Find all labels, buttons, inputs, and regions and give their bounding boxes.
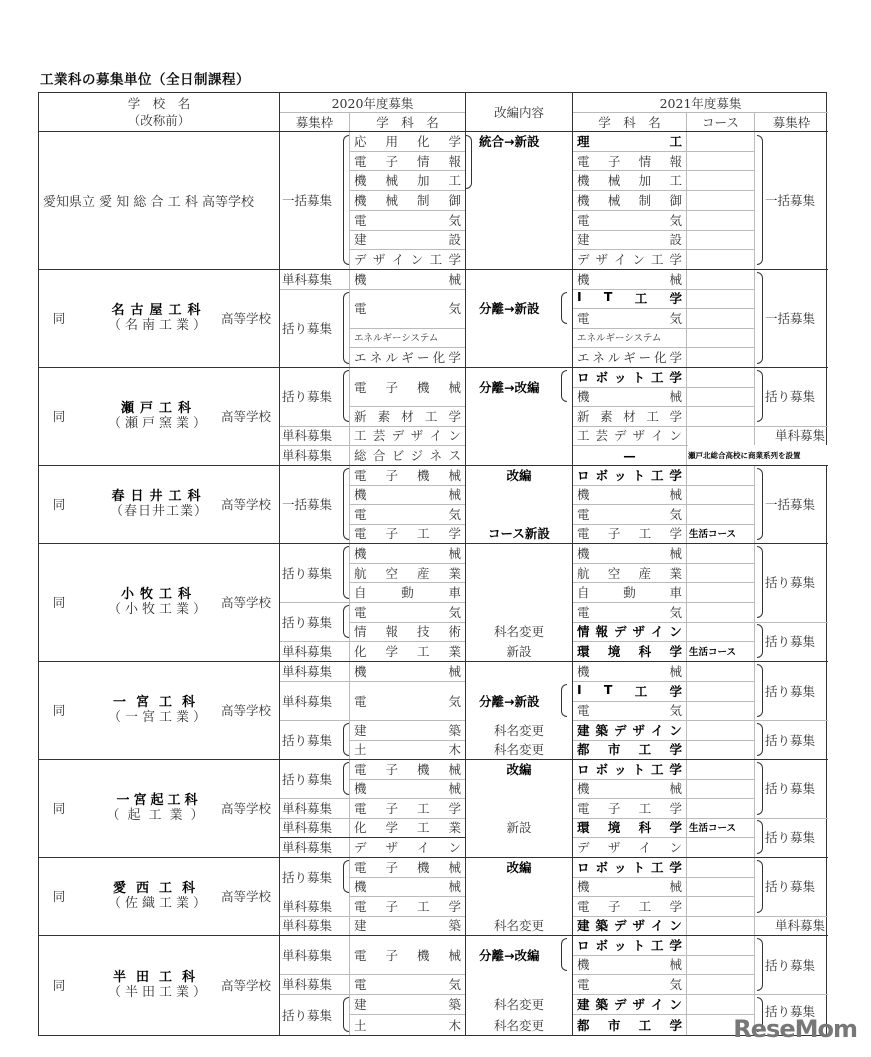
- header-2021-frame: 募集枠: [772, 114, 811, 130]
- dept-2020: 機 械: [354, 781, 461, 797]
- prefecture-label: 愛知県立: [43, 194, 96, 210]
- dept-2021: ロ ボ ッ ト 工 学: [577, 467, 682, 483]
- brace-icon: [343, 997, 349, 1032]
- dept-2020: 機 械 制 御: [354, 192, 461, 208]
- dept-2020: デ ザ イ ン: [354, 840, 461, 855]
- dept-2021: 自 動 車: [577, 585, 682, 601]
- school-suffix: 高等学校: [201, 194, 254, 210]
- course-label: 生活コース: [689, 647, 737, 658]
- prefecture-label: 同: [52, 409, 66, 424]
- divider: [754, 112, 755, 1035]
- dept-2021: 理 工: [577, 133, 682, 149]
- change-label: 科名変更: [493, 997, 544, 1012]
- dept-2020: 総 合 ビ ジ ネ ス: [354, 448, 461, 463]
- dept-2021: 情 報 デ ザ イ ン: [577, 624, 682, 640]
- dept-2021: 機 械 加 工: [577, 173, 682, 189]
- dept-2020: 新 素 材 工 学: [354, 408, 461, 424]
- prefecture-label: 同: [52, 703, 66, 718]
- header-2021-course: コース: [702, 114, 739, 130]
- dept-2020: 機 械: [354, 487, 461, 503]
- prefecture-label: 同: [52, 801, 66, 816]
- frame-2020: 括り募集: [282, 614, 333, 630]
- old-school-name: （半田工業）: [107, 985, 210, 1000]
- frame-2021: 括り募集: [765, 830, 816, 846]
- dept-2021: 環 境 科 学: [577, 820, 682, 836]
- header-school-name-sub: （改称前）: [127, 112, 191, 128]
- dept-2020: 自 動 車: [354, 585, 461, 601]
- frame-2020: 一括募集: [282, 497, 333, 512]
- change-label: コース新設: [488, 526, 550, 542]
- brace-icon: [343, 605, 349, 638]
- frame-2020: 単科募集: [282, 693, 333, 709]
- dept-2021: 環 境 科 学: [577, 644, 682, 659]
- dept-2021: 機 械: [577, 389, 682, 405]
- brace-icon: [343, 135, 349, 265]
- brace-icon: [561, 938, 567, 971]
- dept-2021: エネルギーシステム: [577, 333, 662, 345]
- prefecture-label: 同: [52, 311, 66, 326]
- frame-2020: 括り募集: [282, 1007, 333, 1023]
- dept-2020: 電 気: [354, 301, 461, 316]
- school-name-block: [94, 303, 224, 333]
- dept-2020: 土 木: [354, 742, 461, 758]
- dept-2021: 機 械: [577, 487, 682, 503]
- frame-2021: 括り募集: [765, 879, 816, 895]
- course-label: 生活コース: [689, 529, 737, 541]
- frame-2021: 括り募集: [765, 634, 816, 650]
- change-label: 分離→新設: [479, 301, 540, 316]
- prefecture-label: 同: [52, 978, 66, 993]
- course-note: 瀬戸北総合高校に商業系列を設置: [688, 445, 828, 465]
- frame-2021: 括り募集: [765, 732, 816, 748]
- school-name: 春日井工科: [111, 489, 207, 504]
- dept-2021: 機 械: [577, 664, 682, 679]
- dept-2021: 都 市 工 学: [577, 1017, 682, 1033]
- dept-2021: 電 子 工 学: [577, 800, 682, 816]
- dept-2020: 電 子 機 械: [354, 761, 461, 777]
- dept-2020: 電 子 工 学: [354, 526, 461, 542]
- frame-2020: 一括募集: [282, 193, 333, 208]
- school-suffix: 高等学校: [221, 311, 272, 326]
- school-name: 一宮工科: [112, 695, 205, 710]
- change-label: 科名変更: [493, 918, 544, 934]
- dept-2020: 電 子 機 械: [354, 859, 461, 875]
- frame-2021: 括り募集: [765, 781, 816, 797]
- old-school-name: （春日井工業）: [109, 504, 208, 519]
- school-name-block: [94, 793, 224, 823]
- brace-icon: [757, 135, 763, 265]
- dept-2021: 航 空 産 業: [577, 565, 682, 581]
- brace-icon: [343, 762, 349, 795]
- frame-2021: 括り募集: [765, 575, 816, 591]
- change-label: 新設: [506, 820, 532, 836]
- brace-icon: [561, 684, 567, 717]
- school-suffix: 高等学校: [221, 595, 272, 610]
- frame-2020: 単科募集: [282, 947, 333, 963]
- dept-2020: 工 芸 デ ザ イ ン: [354, 428, 461, 444]
- brace-icon: [757, 762, 763, 815]
- dept-2020: 機 械: [354, 879, 461, 895]
- prefecture-label: 同: [52, 497, 66, 512]
- dept-2021: 機 械: [577, 879, 682, 895]
- school-name: 小牧工科: [120, 587, 197, 602]
- brace-icon: [757, 723, 763, 756]
- frame-2020: 単科募集: [282, 840, 333, 855]
- dept-2021: 電 気: [577, 212, 682, 228]
- dept-2021: デ ザ イ ン 工 学: [577, 252, 682, 268]
- dept-2021: ロ ボ ッ ト 工 学: [577, 937, 682, 953]
- dept-2020: 建 築: [354, 722, 461, 738]
- dept-2020: 土 木: [354, 1017, 461, 1033]
- change-label: 新設: [506, 644, 532, 659]
- school-suffix: 高等学校: [221, 889, 272, 904]
- frame-2021: 一括募集: [765, 311, 816, 326]
- brace-icon: [561, 370, 567, 402]
- school-name-block: [94, 695, 224, 725]
- header-2021-dept: 学 科 名: [598, 114, 661, 130]
- frame-2020: 単科募集: [282, 918, 333, 934]
- school-suffix: 高等学校: [221, 703, 272, 718]
- dept-2020: 航 空 産 業: [354, 565, 461, 581]
- frame-2021: 括り募集: [765, 389, 816, 405]
- header-change: 改編内容: [493, 105, 544, 120]
- school-suffix: 高等学校: [221, 801, 272, 816]
- dept-2021: 建 築 デ ザ イ ン: [577, 918, 682, 934]
- resemom-logo: ReseMom: [733, 1015, 857, 1043]
- dept-2021: I T 工 学: [577, 681, 682, 699]
- dept-2020: エ ネ ル ギ ー 化 学: [354, 349, 461, 365]
- brace-icon: [757, 272, 763, 364]
- old-school-name: （小牧工業）: [107, 602, 210, 617]
- divider: [279, 93, 280, 1035]
- prefecture-label: 同: [52, 595, 66, 610]
- dept-2021: —: [623, 447, 636, 463]
- frame-2020: 単科募集: [282, 820, 333, 836]
- header-2020-dept: 学 科 名: [376, 114, 439, 130]
- old-school-name: （瀬戸窯業）: [107, 416, 210, 431]
- dept-2020: 機 械 加 工: [354, 173, 461, 189]
- dept-2020: 化 学 工 業: [354, 820, 461, 836]
- frame-2021: 括り募集: [765, 683, 816, 699]
- frame-2020: 単科募集: [282, 800, 333, 816]
- prefecture-label: 同: [52, 889, 66, 904]
- dept-2021: 電 気: [577, 703, 682, 719]
- change-label: 改編: [506, 467, 532, 483]
- frame-2020: 単科募集: [282, 271, 333, 287]
- brace-icon: [466, 135, 472, 189]
- school-name-block: [94, 489, 224, 519]
- dept-2021: 建 築 デ ザ イ ン: [577, 997, 682, 1012]
- brace-icon: [343, 292, 349, 364]
- brace-icon: [561, 292, 567, 324]
- brace-icon: [757, 624, 763, 658]
- dept-2020: 電 気: [354, 604, 461, 620]
- dept-2020: デ ザ イ ン 工 学: [354, 252, 461, 268]
- frame-2021: 単科募集: [774, 918, 825, 934]
- school-suffix: 高等学校: [221, 497, 272, 512]
- dept-2021: 工 芸 デ ザ イ ン: [577, 428, 682, 444]
- dept-2020: 応 用 化 学: [354, 133, 461, 149]
- dept-2020: 電 気: [354, 977, 461, 992]
- header-school-name: 学 校 名: [127, 95, 191, 111]
- change-label: 改編: [506, 859, 532, 875]
- change-label: 科名変更: [493, 1017, 544, 1033]
- frame-2020: 単科募集: [282, 428, 333, 444]
- school-name-block: [94, 401, 224, 431]
- school-name: 一宮起工科: [116, 793, 202, 808]
- dept-2020: 電 子 工 学: [354, 898, 461, 914]
- brace-icon: [343, 546, 349, 599]
- school-name: 半田工科: [112, 970, 205, 985]
- dept-2020: 機 械: [354, 545, 461, 561]
- dept-2021: 機 械: [577, 781, 682, 797]
- frame-2020: 括り募集: [282, 732, 333, 748]
- school-name-block: [94, 970, 224, 1000]
- dept-2021: 機 械: [577, 545, 682, 561]
- change-label: 統合→新設: [479, 133, 540, 149]
- course-label: 生活コース: [689, 823, 737, 835]
- frame-2020: 単科募集: [282, 448, 333, 463]
- dept-2021: エ ネ ル ギ ー 化 学: [577, 349, 682, 365]
- school-row-aichi-sogo: [43, 131, 279, 269]
- old-school-name: （起工業）: [106, 808, 212, 823]
- dept-2021: 電 気: [577, 977, 682, 992]
- old-school-name: （名南工業）: [107, 318, 210, 333]
- brace-icon: [757, 664, 763, 717]
- frame-2021: 一括募集: [765, 497, 816, 512]
- frame-2020: 単科募集: [282, 898, 333, 914]
- frame-2021: 一括募集: [765, 193, 816, 208]
- dept-2020: 機 械: [354, 271, 461, 287]
- change-label: 科名変更: [493, 624, 544, 640]
- frame-2020: 単科募集: [282, 977, 333, 992]
- dept-2020: 電 子 工 学: [354, 800, 461, 816]
- dept-2020: 化 学 工 業: [354, 644, 461, 659]
- brace-icon: [757, 546, 763, 618]
- frame-2020: 括り募集: [282, 389, 333, 405]
- dept-2021: 電 子 工 学: [577, 898, 682, 914]
- change-label: 科名変更: [493, 722, 544, 738]
- brace-icon: [343, 723, 349, 756]
- dept-2021: 都 市 工 学: [577, 742, 682, 758]
- dept-2021: ロ ボ ッ ト 工 学: [577, 369, 682, 385]
- dept-2021: 電 気: [577, 604, 682, 620]
- recruitment-table: [38, 92, 827, 1036]
- dept-2021: I T 工 学: [577, 289, 682, 307]
- dept-2021: 機 械: [577, 271, 682, 287]
- dept-2020: 電 子 機 械: [354, 379, 461, 395]
- dept-2021: デ ザ イ ン: [577, 840, 682, 855]
- brace-icon: [757, 468, 763, 540]
- brace-icon: [757, 860, 763, 913]
- brace-icon: [757, 820, 763, 854]
- frame-2020: 単科募集: [282, 644, 333, 659]
- dept-2021: ロ ボ ッ ト 工 学: [577, 859, 682, 875]
- dept-2021: ロ ボ ッ ト 工 学: [577, 761, 682, 777]
- dept-2021: 機 械 制 御: [577, 192, 682, 208]
- dept-2021: 建 設: [577, 232, 682, 248]
- dept-2020: 電 子 機 械: [354, 467, 461, 483]
- school-suffix: 高等学校: [221, 409, 272, 424]
- change-label: 改編: [506, 761, 532, 777]
- dept-2020: 電 気: [354, 693, 461, 709]
- brace-icon: [343, 468, 349, 540]
- header-2020: 2020年度募集: [331, 95, 414, 111]
- school-name: 愛西工科: [112, 881, 205, 896]
- old-school-name: （一宮工業）: [107, 710, 210, 725]
- change-label: 分離→改編: [479, 379, 540, 395]
- school-name: 愛 知 総 合 工 科: [99, 194, 198, 210]
- brace-icon: [343, 860, 349, 893]
- school-suffix: 高等学校: [221, 978, 272, 993]
- dept-2020: 情 報 技 術: [354, 624, 461, 640]
- dept-2021: 建 築 デ ザ イ ン: [577, 722, 682, 738]
- brace-icon: [757, 370, 763, 422]
- dept-2020: 機 械: [354, 664, 461, 679]
- school-name: 名古屋工科: [111, 303, 207, 318]
- dept-2020: エネルギーシステム: [354, 333, 439, 345]
- dept-2021: 機 械: [577, 957, 682, 973]
- frame-2021: 括り募集: [765, 1003, 816, 1019]
- frame-2020: 括り募集: [282, 320, 333, 336]
- school-name: 瀬戸工科: [120, 401, 197, 416]
- dept-2021: 電 気: [577, 310, 682, 326]
- dept-2021: 電 気: [577, 506, 682, 522]
- school-name-block: [94, 881, 224, 911]
- change-label: 科名変更: [493, 742, 544, 758]
- dept-2021: 新 素 材 工 学: [577, 408, 682, 424]
- frame-2021: 括り募集: [765, 957, 816, 973]
- dept-2020: 建 設: [354, 232, 461, 248]
- frame-2020: 括り募集: [282, 565, 333, 581]
- frame-2020: 括り募集: [282, 771, 333, 787]
- page-title: 工業科の募集単位（全日制課程）: [40, 72, 250, 88]
- divider: [465, 93, 466, 1035]
- dept-2021: 電 子 情 報: [577, 153, 682, 169]
- dept-2020: 電 子 情 報: [354, 153, 461, 169]
- frame-2020: 単科募集: [282, 664, 333, 679]
- frame-2021: 単科募集: [774, 428, 825, 444]
- old-school-name: （佐織工業）: [107, 896, 210, 911]
- dept-2020: 電 気: [354, 506, 461, 522]
- dept-2020: 電 子 機 械: [354, 947, 461, 963]
- change-label: 分離→改編: [479, 947, 540, 963]
- change-label: 分離→新設: [479, 693, 540, 709]
- header-2020-frame: 募集枠: [295, 114, 334, 130]
- frame-2020: 括り募集: [282, 869, 333, 885]
- dept-2020: 電 気: [354, 212, 461, 228]
- school-name-block: [94, 587, 224, 617]
- header-2021: 2021年度募集: [659, 95, 742, 111]
- dept-2021: 電 子 工 学: [577, 526, 682, 542]
- brace-icon: [343, 370, 349, 422]
- dept-2020: 建 築: [354, 997, 461, 1012]
- brace-icon: [757, 938, 763, 991]
- dept-2020: 建 築: [354, 918, 461, 934]
